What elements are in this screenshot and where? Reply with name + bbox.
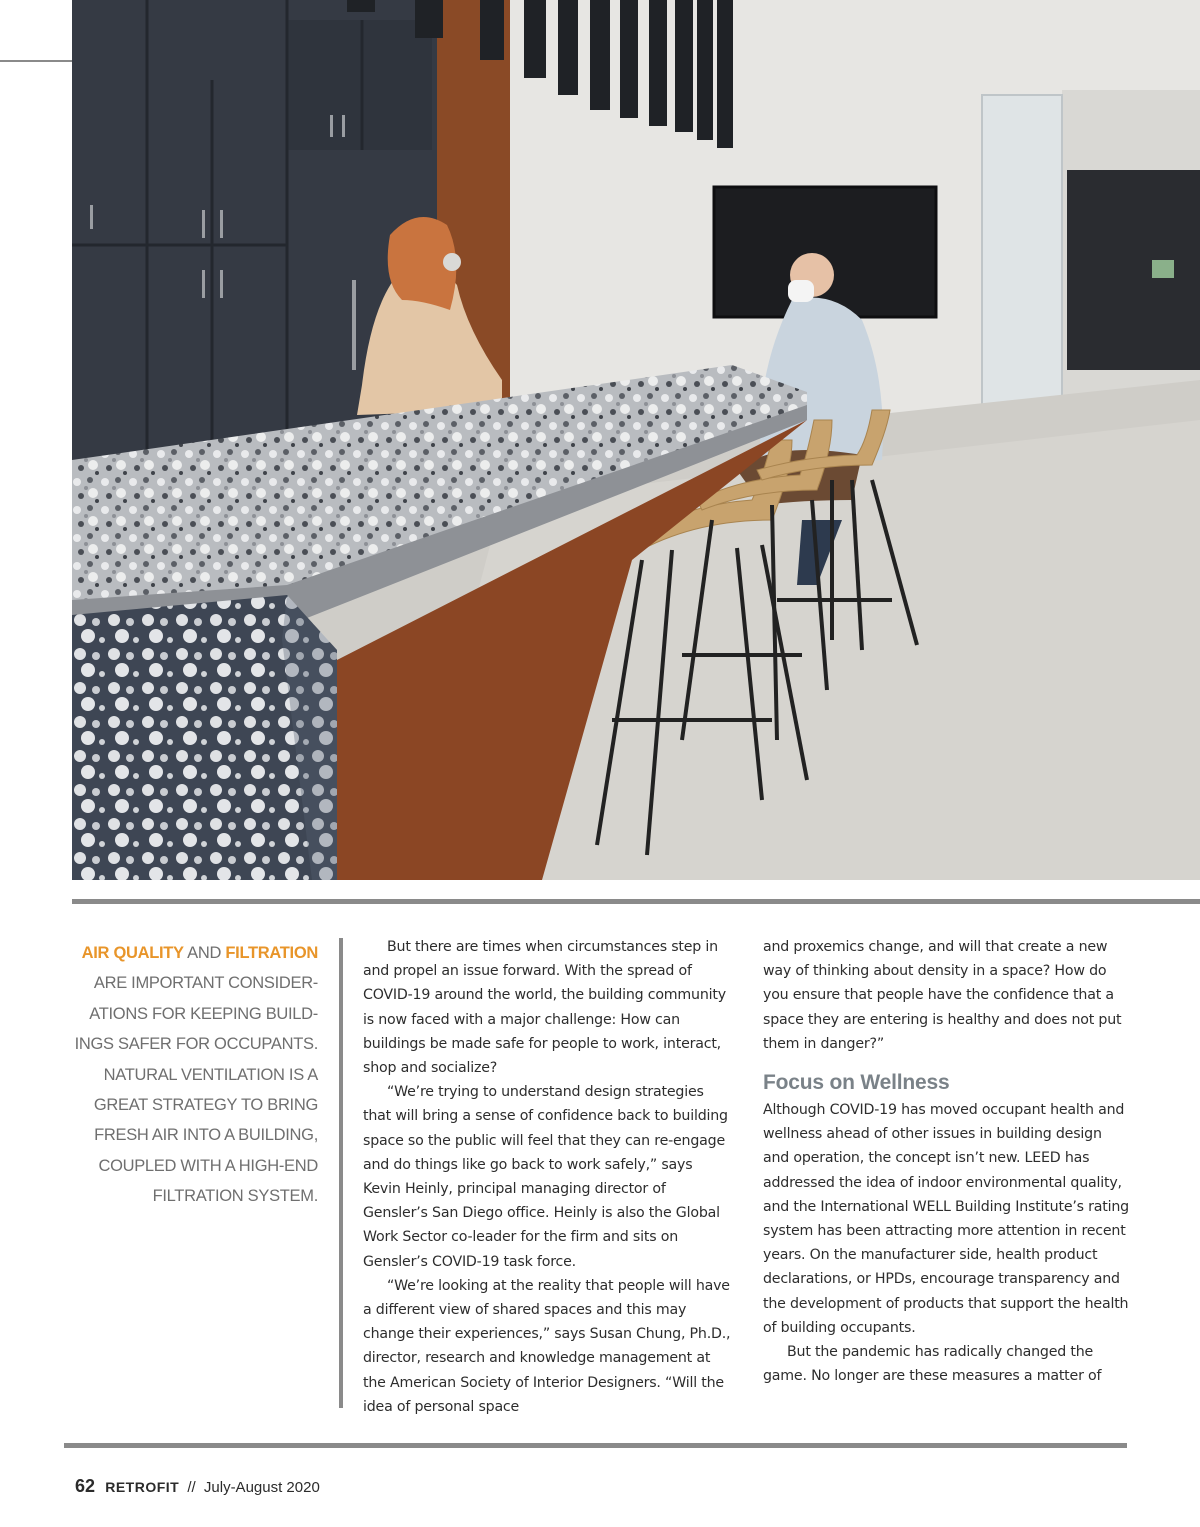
pull-quote-line: FRESH AIR INTO A BUILDING, xyxy=(94,1126,318,1145)
pull-quote-line: COUPLED WITH A HIGH-END xyxy=(98,1156,318,1175)
pull-quote-line: NATURAL VENTILATION IS A xyxy=(103,1065,318,1084)
pull-quote-line: ARE IMPORTANT CONSIDER- xyxy=(93,974,318,993)
pull-quote xyxy=(60,938,318,1212)
article-paragraph: Although COVID-19 has moved occupant health and wellness ahead of other issues in building design and operation, the concept isn’t new. LEED has addressed the idea of indoor environmental quality, and the International WELL Building Institute’s rating system has been attracting more attention in recent years. On the manufacturer side, health product declarations, or HPDs, encourage transparency and the development of products that support the health of building occupants. xyxy=(763,1102,1129,1336)
section-subhead: Focus on Wellness xyxy=(763,1071,950,1095)
bottom-rule xyxy=(64,1443,1127,1448)
photo-divider-rule xyxy=(72,899,1200,904)
pull-quote-heading xyxy=(60,938,318,968)
pull-quote-line: ATIONS FOR KEEPING BUILD- xyxy=(89,1004,318,1023)
page-footer xyxy=(75,1476,320,1497)
article-paragraph-continued: and proxemics change, and will that create a new way of thinking about density in a space? How do you ensure that people have the confidence that a space they are entering is healthy and does not put them in danger?” xyxy=(763,939,1122,1052)
pull-quote-line: FILTRATION SYSTEM. xyxy=(152,1187,318,1206)
article-paragraph: “We’re trying to understand design strategies that will bring a sense of confidence back to building space so the public will feel that they can re-engage and do things like go back to work safely,” says Kevin Heinly, principal managing director of Gensler’s San Diego office. Heinly is also the Global Work Sector co-leader for the firm and sits on Gensler’s COVID-19 task force. xyxy=(363,1084,728,1270)
pull-quote-and: AND xyxy=(187,944,222,962)
article-paragraph: But there are times when circumstances step in and propel an issue forward. With the spread of COVID-19 around the world, the building community is now faced with a major challenge: How can buildings be made safe for people to work, interact, shop and socialize? xyxy=(363,939,726,1077)
article-paragraph: “We’re looking at the reality that people will have a different view of shared spaces and this may change their experiences,” says Susan Chung, Ph.D., director, research and knowledge management at the American Society of Interior Designers. “Will the idea of personal space xyxy=(363,1277,731,1415)
article-column-1 xyxy=(363,935,731,1419)
page-number: 62 xyxy=(75,1476,96,1496)
pull-quote-highlight-air-quality: AIR QUALITY xyxy=(81,944,184,962)
article-paragraph: But the pandemic has radically changed the game. No longer are these measures a matter of xyxy=(763,1344,1102,1385)
hero-photo xyxy=(72,0,1200,880)
issue-date: July-August 2020 xyxy=(203,1479,320,1496)
footer-separator: // xyxy=(187,1479,196,1496)
magazine-name: RETROFIT xyxy=(105,1479,180,1495)
top-left-rule xyxy=(0,60,74,62)
pull-quote-line: GREAT STRATEGY TO BRING xyxy=(93,1096,318,1115)
article-column-2 xyxy=(763,935,1131,1388)
pull-quote-bar xyxy=(339,938,343,1408)
pull-quote-highlight-filtration: FILTRATION xyxy=(225,944,318,962)
office-bar-scene xyxy=(72,0,1200,880)
pull-quote-line: INGS SAFER FOR OCCUPANTS. xyxy=(74,1035,318,1054)
